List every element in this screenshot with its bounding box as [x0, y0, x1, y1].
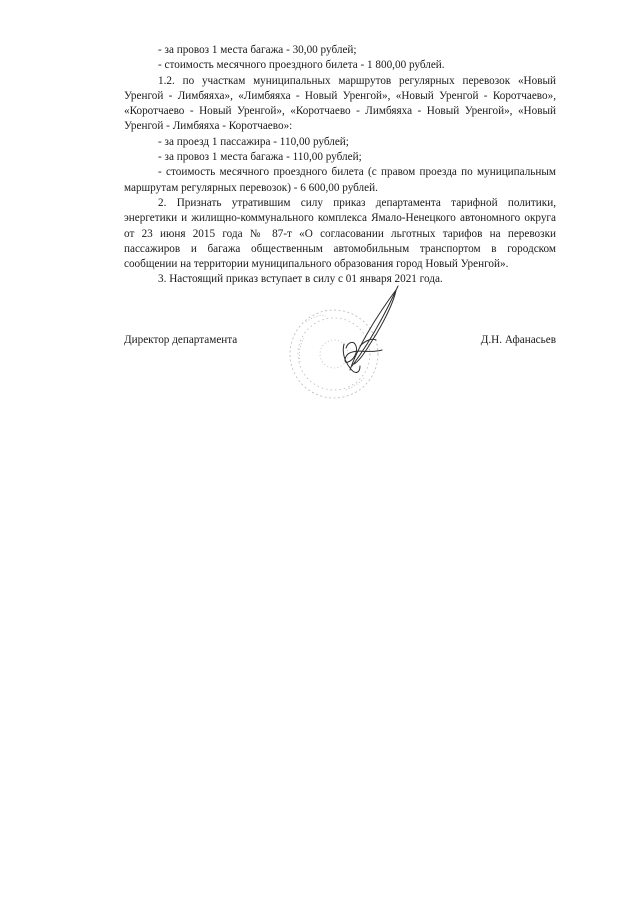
tariff-line-baggage-110: - за провоз 1 места багажа - 110,00 рублей; [158, 151, 362, 164]
stamp-and-signature-icon [286, 282, 406, 422]
paragraph-1-2: 1.2. по участкам муниципальных маршрутов регулярных перевозок «Новый Уренгой - Лимбяяха», «Лимбяяха - Новый Уренгой», «Новый Уренгой - Коротчаево», «Коротчаево - Новый Уренгой», «Коротчаево - Лимбяяха - Новый Уренгой», «Новый Уренгой - Лимбяяха - Коротчаево»: [124, 74, 556, 133]
tariff-line-passenger-110: - за проезд 1 пассажира - 110,00 рублей; [158, 135, 349, 148]
paragraph-3: 3. Настоящий приказ вступает в силу с 01 января 2021 года. [158, 273, 443, 286]
document-body [124, 43, 556, 288]
signatory-position: Директор департамента [124, 334, 238, 346]
tariff-line-baggage-30: - за провоз 1 места багажа - 30,00 рублей; [158, 44, 357, 56]
tariff-line-monthly-6600: - стоимость месячного проездного билета (с правом проезда по муниципальным маршрутам регулярных перевозок) - 6 600,00 рублей. [124, 166, 556, 194]
paragraph-2: 2. Признать утратившим силу приказ департамента тарифной политики, энергетики и жилищно-коммунального комплекса Ямало-Ненецкого автономного округа от 23 июня 2015 года № 87-т «О согласовании льготных тарифов на перевозки пассажиров и багажа общественным автомобильным транспортом в городском сообщении на территории муниципального образования город Новый Уренгой». [124, 196, 556, 271]
tariff-line-monthly-1800: - стоимость месячного проездного билета - 1 800,00 рублей. [158, 59, 445, 72]
signatory-name: Д.Н. Афанасьев [480, 334, 556, 346]
